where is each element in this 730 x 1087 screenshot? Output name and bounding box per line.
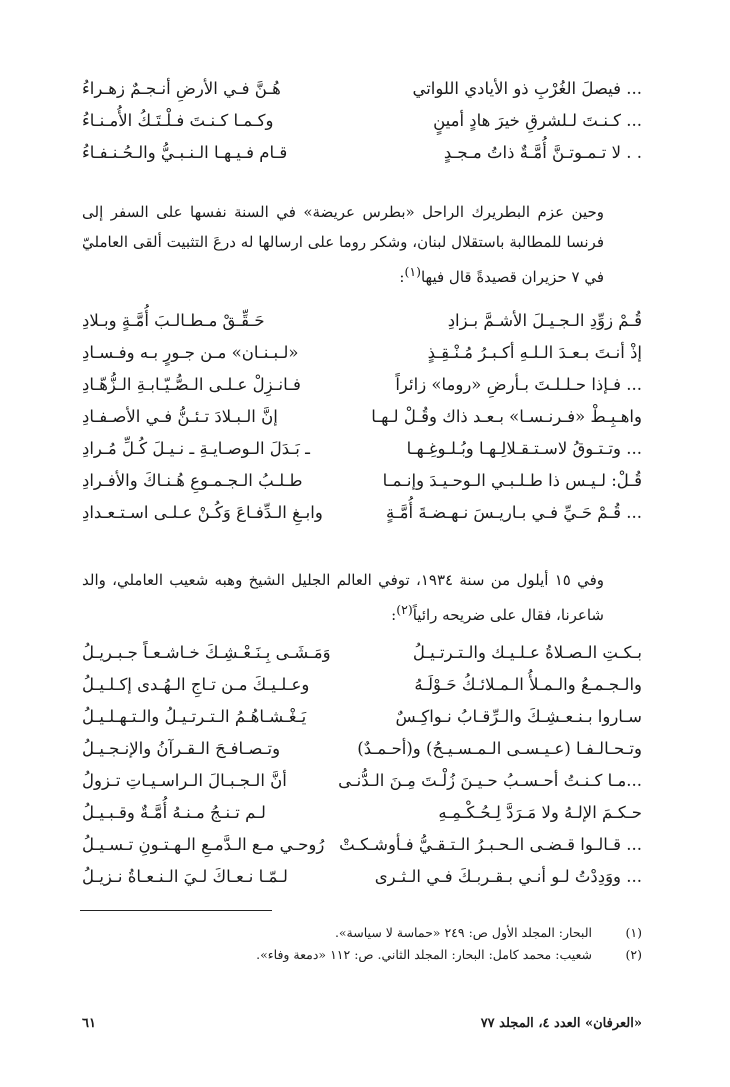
footnote: [82, 944, 642, 966]
footnote: [82, 922, 642, 944]
first-hemistich: ...مـا كـنـتُ أحـسـبُ حـيـنَ زُلْـتَ مِـنَ الـدُّنـى: [338, 770, 642, 790]
footnotes: [82, 922, 642, 966]
first-hemistich: ... كـنـتَ لـلشرقِ خيرَ هادٍ أمينٍ: [433, 110, 642, 130]
second-hemistich: وكـمـا كـنـتَ فـلْـتَـكُ الأُمـنـاءُ: [82, 110, 274, 130]
second-hemistich: فـانـزِلْ عـلـى الـصُّـيّـابـةِ الـزُّهّـادِ: [82, 374, 301, 394]
paragraph-end: :: [399, 268, 405, 286]
second-hemistich: يَـغْـشـاهُـمُ الـتـرتـيـلُ والـتـهـلـيـلُ: [82, 706, 307, 726]
footnote-number: (٢): [625, 947, 642, 962]
verse-line: [82, 464, 642, 496]
footnote-separator: [80, 910, 272, 911]
footnote-text: شعيب: محمد كامل: البحار: المجلد الثاني. ص: ١١٢ «دمعة وفاء».: [256, 947, 592, 962]
verse-line: [82, 700, 642, 732]
second-hemistich: أنَّ الـجـبـالَ الـراسـيـاتِ تـزولُ: [82, 770, 287, 790]
paragraph-body: وحين عزم البطريرك الراحل «بطرس عريضة» في السنة نفسها على السفر إلى فرنسا للمطالبة باستقلال لبنان، وشكر روما على ارسالها له درعَ التثبيت ألقى العامليّ في ٧ حزيران قصيدةً قال فيها: [82, 203, 604, 286]
paragraph-text: [82, 197, 642, 292]
first-hemistich: ... فيصلَ الغُرْبِ ذو الأيادي اللواتي: [412, 78, 642, 98]
verse-line: [82, 400, 642, 432]
second-hemistich: «لـبـنـان» مـن جـورٍ بـه وفـسـادِ: [82, 342, 299, 362]
first-hemistich: ... قُـمْ حَـيِّ فـي بـاريـسَ نـهـضـةَ أُمَّـةٍ: [385, 502, 642, 522]
verse-line: [82, 796, 642, 828]
second-hemistich: إنَّ الـبـلادَ تـئـنُّ فـي الأصـفـادِ: [82, 406, 278, 426]
verse-line: [82, 432, 642, 464]
page-footer: [82, 1016, 642, 1038]
second-hemistich: وتـصـافـحَ الـقـرآنُ والإنـجـيـلُ: [82, 738, 281, 758]
verse-line: [82, 668, 642, 700]
verse-line: [82, 764, 642, 796]
second-hemistich: لـم تـنـجُ مـنـهُ أُمَّـةٌ وقـبـيـلُ: [82, 802, 266, 822]
poem-block-2: [82, 304, 642, 528]
verse-line: [82, 732, 642, 764]
footnote-marker: (١): [404, 264, 421, 279]
first-hemistich: وتـحـالـفـا (عـيـسـى الـمـسـيـحُ) و(أحـمـدٌ): [357, 738, 642, 758]
paragraph-text: [82, 565, 642, 630]
second-hemistich: ـ بَـدَلَ الـوصـايـةِ ـ نـيـلَ كُـلِّ مُـرادِ: [82, 438, 310, 458]
first-hemistich: ... فـإذا حـلـلـتَ بـأرضِ «روما» زائراً: [395, 374, 642, 394]
verse-line: [82, 496, 642, 528]
second-hemistich: طـلـبُ الـجـمـوعِ هُـنـاكَ والأفـرادِ: [82, 470, 303, 490]
verse-line: [82, 72, 642, 104]
verse-line: [82, 104, 642, 136]
second-hemistich: قـام فـيـهـا الـنـبـيُّ والـحُـنـفـاءُ: [82, 142, 288, 162]
second-hemistich: حَـقِّـقْ مـطـالـبَ أُمَّـةٍ وبـلادِ: [82, 310, 265, 330]
first-hemistich: إذْ أنـتَ بـعـدَ الـلـهِ أكـبـرُ مُـنْـقِـذٍ: [427, 342, 642, 362]
verse-line: [82, 828, 642, 860]
first-hemistich: ... ووَدِدْتُ لـو أنـي بـقـربـكَ فـي الـثـرى: [374, 866, 642, 886]
footnote-number: (١): [625, 925, 642, 940]
poem-block-1: [82, 72, 642, 168]
first-hemistich: حـكـمَ الإلـهُ ولا مَـرَدَّ لِـحُـكْـمِـهِ: [438, 802, 642, 822]
poem-block-3: [82, 636, 642, 892]
verse-line: [82, 368, 642, 400]
footnote-marker: (٢): [396, 602, 413, 617]
verse-line: [82, 636, 642, 668]
second-hemistich: وابـغِ الـدِّفـاعَ وَكُـنْ عـلـى اسـتـعـدادِ: [82, 502, 323, 522]
second-hemistich: هُـنَّ فـي الأرضِ أنـجـمٌ زهـراءُ: [82, 78, 281, 98]
second-hemistich: وَمَـشَـى بِـنَـعْـشِـكَ خـاشـعـاً جـبـريـلُ: [82, 642, 331, 662]
paragraph-end: :: [391, 606, 397, 624]
first-hemistich: سـاروا بـنـعـشِـكَ والـرِّقـابُ نـواكِـسٌ: [395, 706, 642, 726]
first-hemistich: واهـبِـطْ «فـرنـسـا» بـعـد ذاك وقُـلْ لـهـا: [371, 406, 642, 426]
prose-paragraph-2: [82, 565, 642, 630]
first-hemistich: قُـمْ زوِّدِ الـجـيـلَ الأشـمَّ بـزادِ: [447, 310, 642, 330]
second-hemistich: لـمّـا نـعـاكَ لـيَ الـنـعـاةُ نـزيـلُ: [82, 866, 288, 886]
first-hemistich: قُـلْ: لـيـس ذا طـلـبـي الـوحـيـدَ وإنـمـا: [382, 470, 642, 490]
verse-line: [82, 304, 642, 336]
verse-line: [82, 860, 642, 892]
first-hemistich: ... وتـتـوقُ لاسـتـقـلالِـهـا وبُـلـوغِـهـا: [406, 438, 642, 458]
prose-paragraph-1: [82, 197, 642, 292]
first-hemistich: . . لا تـمـوتـنَّ أُمَّـةٌ ذاتُ مـجـدٍ: [443, 142, 642, 162]
footnote-text: البحار: المجلد الأول ص: ٢٤٩ «حماسة لا سياسة».: [334, 925, 592, 940]
running-head: «العرفان» العدد ٤، المجلد ٧٧: [480, 1016, 642, 1031]
second-hemistich: وعـلـيـكَ مـن تـاجِ الـهُـدى إكـلـيـلُ: [82, 674, 310, 694]
first-hemistich: والـجـمـعُ والـمـلأُ الـمـلائـكُ حَـوْلَـهُ: [414, 674, 642, 694]
first-hemistich: ... قـالـوا قـضـى الـحـبـرُ الـتـقـيُّ فـأوشـكـتْ: [339, 834, 642, 854]
verse-line: [82, 336, 642, 368]
second-hemistich: رُوحـي مـع الـدَّمـعِ الـهـتـونِ تـسـيـلُ: [82, 834, 325, 854]
page-number: ٦١: [82, 1016, 96, 1031]
paragraph-body: وفي ١٥ أيلول من سنة ١٩٣٤، توفي العالم الجليل الشيخ وهبه شعيب العاملي، والد شاعرنا، فقال على ضريحه رائياً: [82, 571, 604, 624]
verse-line: [82, 136, 642, 168]
first-hemistich: بـكـتِ الـصـلاةُ عـلـيـك والـتـرتـيـلُ: [412, 642, 642, 662]
